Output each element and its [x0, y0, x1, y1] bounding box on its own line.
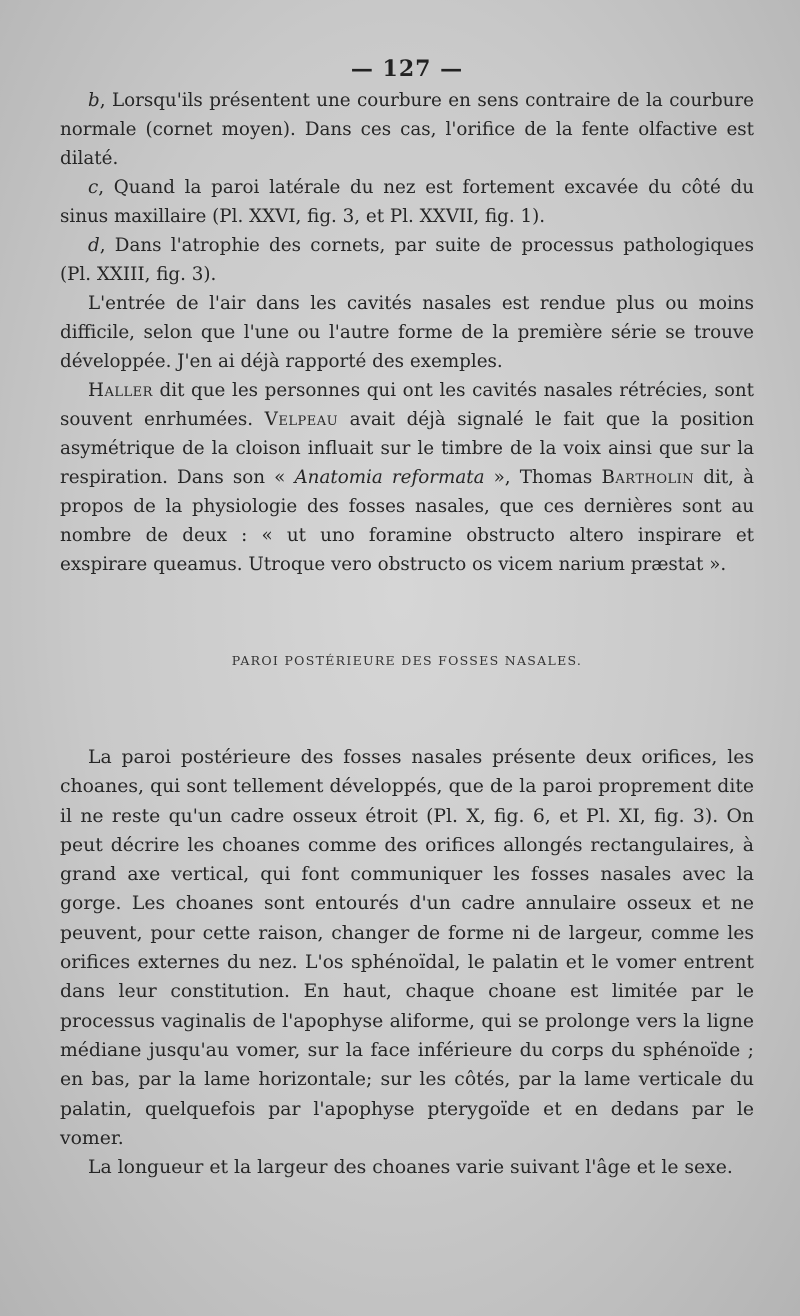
paragraph-haller — [60, 376, 754, 579]
paragraph-choanes: La paroi postérieure des fosses nasales présente deux orifices, les choanes, qui sont tellement développés, que de la paroi proprement dite il ne reste qu'un cadre osseux étroit (Pl. X, fig. 6, et Pl. XI, fig. 3). On peut décrire les choanes comme des orifices allongés rectangulaires, à grand axe vertical, qui font communiquer les fosses nasales avec la gorge. Les choanes sont entourés d'un cadre annulaire osseux et ne peuvent, pour cette raison, changer de forme ni de largeur, comme les orifices externes du nez. L'os sphénoïdal, le palatin et le vomer entrent dans leur constitution. En haut, chaque choane est limitée par le processus vaginalis de l'apophyse aliforme, qui se prolonge vers la ligne médiane jusqu'au vomer, sur la face inférieure du corps du sphénoïde ; en bas, par la lame horizontale; sur les côtés, par la lame verticale du palatin, quelquefois par l'apophyse pterygoïde et en dedans par le vomer. — [60, 747, 754, 1149]
haller-text-1: dit que les personnes qui ont les cavités nasales rétrécies, sont souvent enrhumées. — [60, 380, 754, 430]
list-label-b: b — [88, 90, 100, 111]
name-velpeau: Velpeau — [264, 409, 339, 430]
paragraph-d — [60, 231, 754, 289]
top-text-block — [60, 86, 754, 579]
paragraph-c-text: , Quand la paroi latérale du nez est fortement excavée du côté du sinus maxillaire (Pl. XXVI, fig. 3, et Pl. XXVII, fig. 1). — [60, 177, 754, 227]
paragraph-d-text: , Dans l'atrophie des cornets, par suite de processus pathologiques (Pl. XXIII, fig. 3). — [60, 235, 754, 285]
paragraph-c — [60, 173, 754, 231]
haller-text-2: avait déjà signalé le fait que la position asymétrique de la cloison influait sur le timbre de la voix ainsi que sur la respiration. Dans son « — [60, 409, 754, 488]
list-label-c: c — [88, 177, 99, 198]
bottom-text-block — [60, 743, 754, 1182]
paragraph-choanes-size: La longueur et la largeur des choanes varie suivant l'âge et le sexe. — [88, 1157, 733, 1179]
paragraph-b-text: , Lorsqu'ils présentent une courbure en sens contraire de la courbure normale (cornet moyen). Dans ces cas, l'orifice de la fente olfactive est dilaté. — [60, 90, 754, 169]
name-haller: Haller — [88, 380, 153, 401]
haller-text-4: dit, à propos de la physiologie des fosses nasales, que ces dernières sont au nombre de deux : « ut uno foramine obstructo altero inspirare et exspirare queamus. Utroque vero obstructo os vicem narium præstat ». — [60, 467, 754, 575]
haller-text-3: », Thomas — [484, 467, 602, 488]
paragraph-air-entry: L'entrée de l'air dans les cavités nasales est rendue plus ou moins difficile, selon que l'une ou l'autre forme de la première série se trouve développée. J'en ai déjà rapporté des exemples. — [60, 293, 754, 372]
section-title: PAROI POSTÉRIEURE DES FOSSES NASALES. — [231, 653, 583, 668]
list-label-d: d — [88, 235, 100, 256]
name-bartholin: Bartholin — [601, 467, 695, 488]
paragraph-b — [60, 86, 754, 173]
page-number: — 127 — — [350, 56, 464, 82]
book-title: Anatomia reformata — [294, 467, 485, 488]
